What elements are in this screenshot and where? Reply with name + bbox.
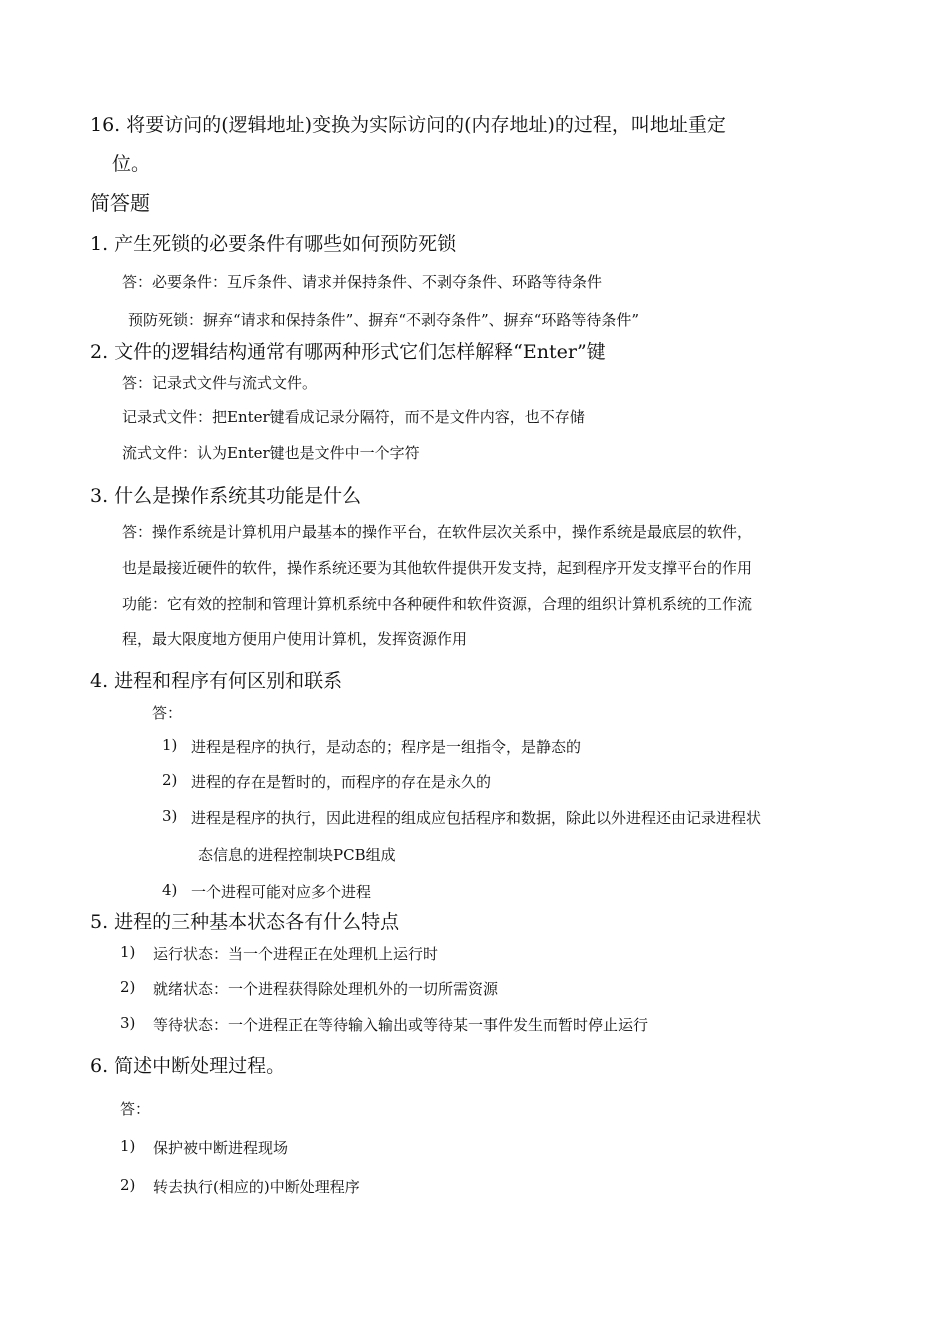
q4-item-text: 进程是程序的执行，因此进程的组成应包括程序和数据，除此以外进程还由记录进程状 [191, 809, 762, 827]
q3-answer-line: 程，最大限度地方便用户使用计算机，发挥资源作用 [122, 630, 468, 648]
section-title: 简答题 [90, 191, 150, 215]
q5-item-text: 等待状态：一个进程正在等待输入输出或等待某一事件发生而暂时停止运行 [153, 1016, 649, 1034]
q2-answer-line: 流式文件：认为Enter键也是文件中一个字符 [122, 444, 420, 462]
q1-answer-line: 预防死锁：摒弃“请求和保持条件”、摒弃“不剥夺条件”、摒弃“环路等待条件” [128, 311, 640, 329]
q16-line2: 位。 [112, 153, 151, 175]
q5-item-num: 2) [120, 978, 136, 996]
q4-title: 4. 进程和程序有何区别和联系 [90, 670, 343, 692]
q5-item-num: 1) [120, 943, 136, 961]
q5-title: 5. 进程的三种基本状态各有什么特点 [90, 911, 400, 933]
q2-answer-line: 答：记录式文件与流式文件。 [122, 374, 318, 392]
q6-item-num: 2) [120, 1176, 136, 1194]
q4-item-num: 2) [162, 771, 178, 789]
q5-item-text: 就绪状态：一个进程获得除处理机外的一切所需资源 [153, 980, 499, 998]
q16-line1: 16. 将要访问的(逻辑地址)变换为实际访问的(内存地址)的过程，叫地址重定 [90, 114, 726, 136]
q4-item-num: 3) [162, 807, 178, 825]
q2-title: 2. 文件的逻辑结构通常有哪两种形式它们怎样解释“Enter”键 [90, 341, 606, 363]
q1-title: 1. 产生死锁的必要条件有哪些如何预防死锁 [90, 233, 457, 255]
q5-item-num: 3) [120, 1014, 136, 1032]
q3-answer-line: 功能：它有效的控制和管理计算机系统中各种硬件和软件资源，合理的组织计算机系统的工作流 [122, 595, 753, 613]
q3-title: 3. 什么是操作系统其功能是什么 [90, 485, 362, 507]
q6-item-text: 保护被中断进程现场 [153, 1139, 289, 1157]
q6-item-num: 1) [120, 1137, 136, 1155]
q4-answer-label: 答： [152, 704, 183, 722]
q6-answer-label: 答： [120, 1100, 151, 1118]
q4-item-num: 4) [162, 881, 178, 899]
q5-item-text: 运行状态：当一个进程正在处理机上运行时 [153, 945, 439, 963]
q4-item-text: 进程的存在是暂时的，而程序的存在是永久的 [191, 773, 492, 791]
q3-answer-line: 也是最接近硬件的软件，操作系统还要为其他软件提供开发支持，起到程序开发支撑平台的作用 [122, 559, 753, 577]
q6-title: 6. 简述中断处理过程。 [90, 1055, 286, 1077]
q6-item-text: 转去执行(相应的)中断处理程序 [153, 1178, 360, 1196]
q4-item-num: 1) [162, 736, 178, 754]
q1-answer-line: 答：必要条件：互斥条件、请求并保持条件、不剥夺条件、环路等待条件 [122, 273, 603, 291]
q2-answer-line: 记录式文件：把Enter键看成记录分隔符，而不是文件内容，也不存储 [122, 408, 585, 426]
q4-item-text-cont: 态信息的进程控制块PCB组成 [198, 846, 396, 864]
q3-answer-line: 答：操作系统是计算机用户最基本的操作平台，在软件层次关系中，操作系统是最底层的软件， [122, 523, 753, 541]
q4-item-text: 进程是程序的执行，是动态的；程序是一组指令，是静态的 [191, 738, 582, 756]
q4-item-text: 一个进程可能对应多个进程 [191, 883, 372, 901]
